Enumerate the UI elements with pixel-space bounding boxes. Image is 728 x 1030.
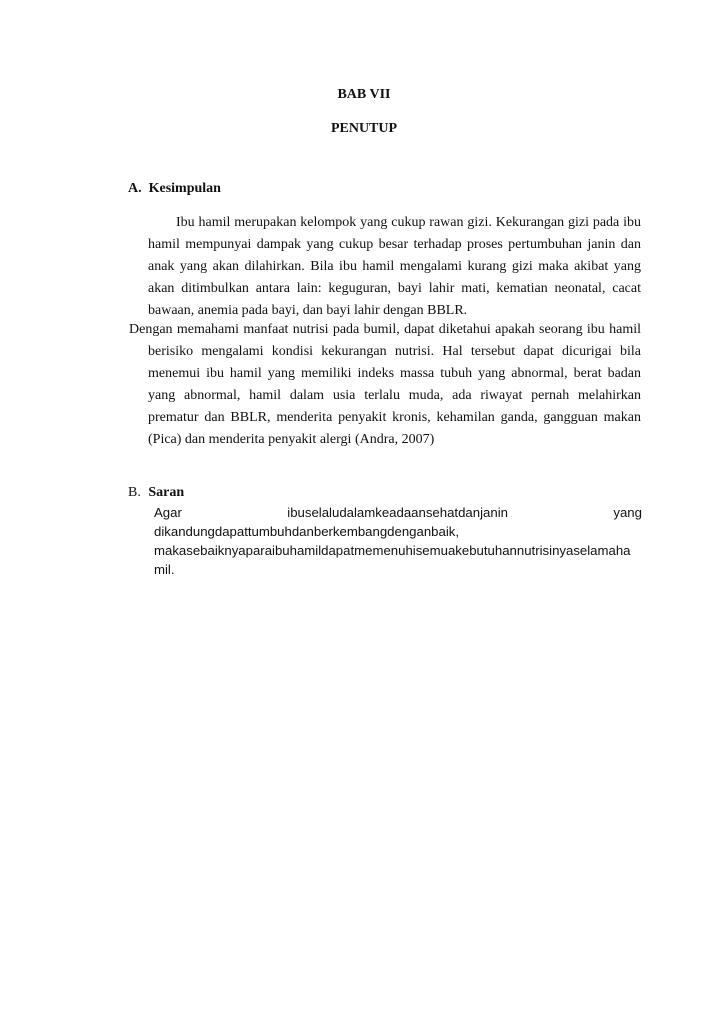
chapter-number: BAB VII xyxy=(337,87,391,102)
suggestion-line-3: makasebaiknyaparaibuhamildapatmemenuhisemuakebutuhannutrisinyaselamaha xyxy=(154,543,631,558)
conclusion-paragraph-1: Ibu hamil merupakan kelompok yang cukup rawan gizi. Kekurangan gizi pada ibu hamil mempunyai dampak yang cukup besar terhadap proses pertumbuhan janin dan anak yang akan dilahirkan. Bila ibu hamil mengalami kurang gizi maka akibat yang akan ditimbulkan antara lain: keguguran, bayi lahir mati, kematian neonatal, cacat bawaan, anemia pada bayi, dan bayi lahir dengan BBLR. xyxy=(148,215,641,318)
suggestion-line-2: dikandungdapattumbuhdanberkembangdenganbaik, xyxy=(154,524,460,539)
section-b-heading xyxy=(128,485,184,501)
suggestion-word-1: Agar xyxy=(154,505,182,520)
suggestion-line-4: mil. xyxy=(154,562,175,577)
section-b-title: Saran xyxy=(148,485,185,500)
suggestion-word-3: yang xyxy=(613,505,642,520)
section-a-heading: A. Kesimpulan xyxy=(128,181,221,196)
conclusion-paragraph-2: Dengan memahami manfaat nutrisi pada bumil, dapat diketahui apakah seorang ibu hamil berisiko mengalami kondisi kekurangan nutrisi. Hal tersebut dapat dicurigai bila menemui ibu hamil yang memiliki indeks massa tubuh yang abnormal, berat badan yang abnormal, hamil dalam usia terlalu muda, ada riwayat pernah melahirkan prematur dan BBLR, menderita penyakit kronis, kehamilan ganda, gangguan makan (Pica) dan menderita penyakit alergi (Andra, 2007) xyxy=(129,322,641,447)
suggestion-paragraph xyxy=(154,503,642,579)
chapter-title: PENUTUP xyxy=(330,121,398,136)
section-b-label: B. xyxy=(128,485,141,500)
suggestion-line-1 xyxy=(154,503,642,522)
suggestion-word-2: ibuselaludalamkeadaansehatdanjanin xyxy=(287,505,508,520)
